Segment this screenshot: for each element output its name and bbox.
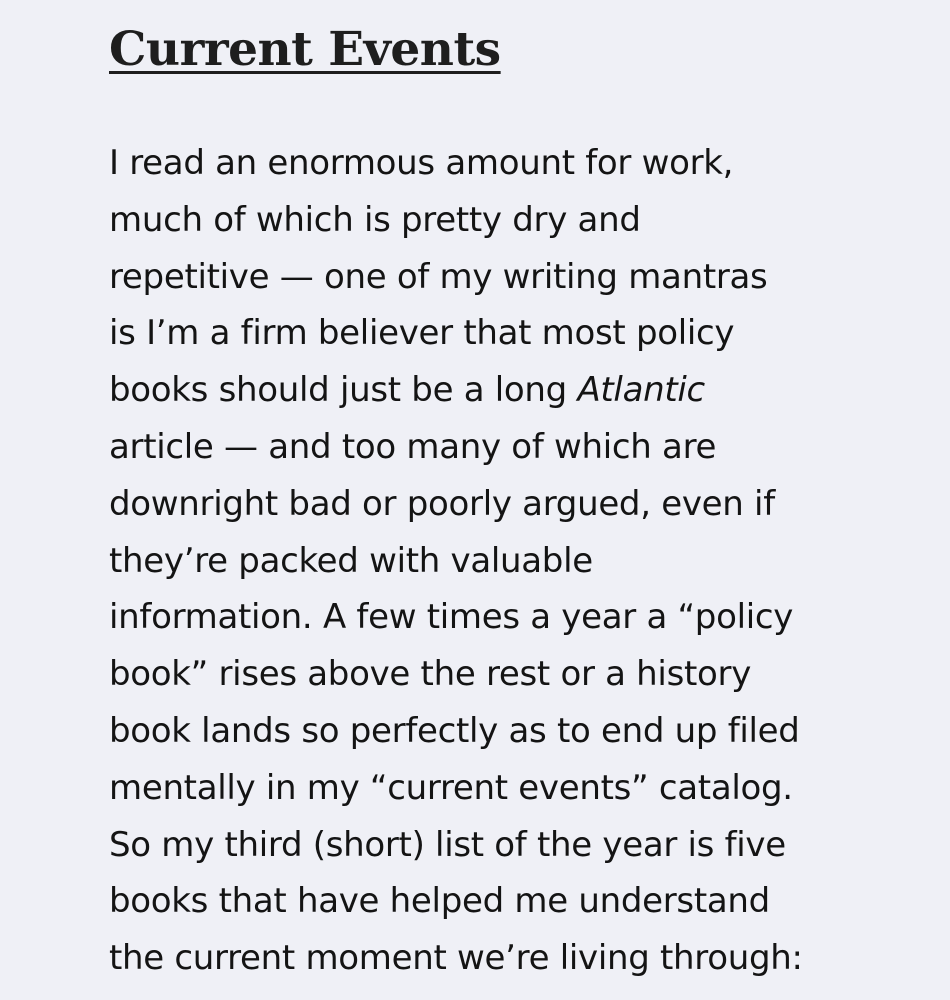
text-line: they’re packed with valuable <box>109 540 593 581</box>
text-line: So my third (short) list of the year is five <box>109 824 786 865</box>
text-line: mentally in my “current events” catalog. <box>109 767 793 808</box>
text-line: books that have helped me understand <box>109 881 770 922</box>
text-line: information. A few times a year a “policy <box>109 597 794 638</box>
text-line: book lands so perfectly as to end up filed <box>109 710 800 751</box>
section-heading: Current Events <box>109 22 501 77</box>
text-line: I read an enormous amount for work, <box>109 143 734 183</box>
text-line: book” rises above the rest or a history <box>109 654 752 695</box>
body-paragraph <box>109 135 803 987</box>
text-line <box>109 362 803 419</box>
italic-title: Atlantic <box>577 370 705 411</box>
text-line: article — and too many of which are <box>109 426 717 467</box>
text-line: repetitive — one of my writing mantras <box>109 256 768 297</box>
text-segment: books should just be a long <box>109 370 578 411</box>
text-line: downright bad or poorly argued, even if <box>109 483 775 524</box>
text-line: is I’m a firm believer that most policy <box>109 313 735 354</box>
text-line: much of which is pretty dry and <box>109 199 641 240</box>
text-line: the current moment we’re living through: <box>109 938 803 979</box>
